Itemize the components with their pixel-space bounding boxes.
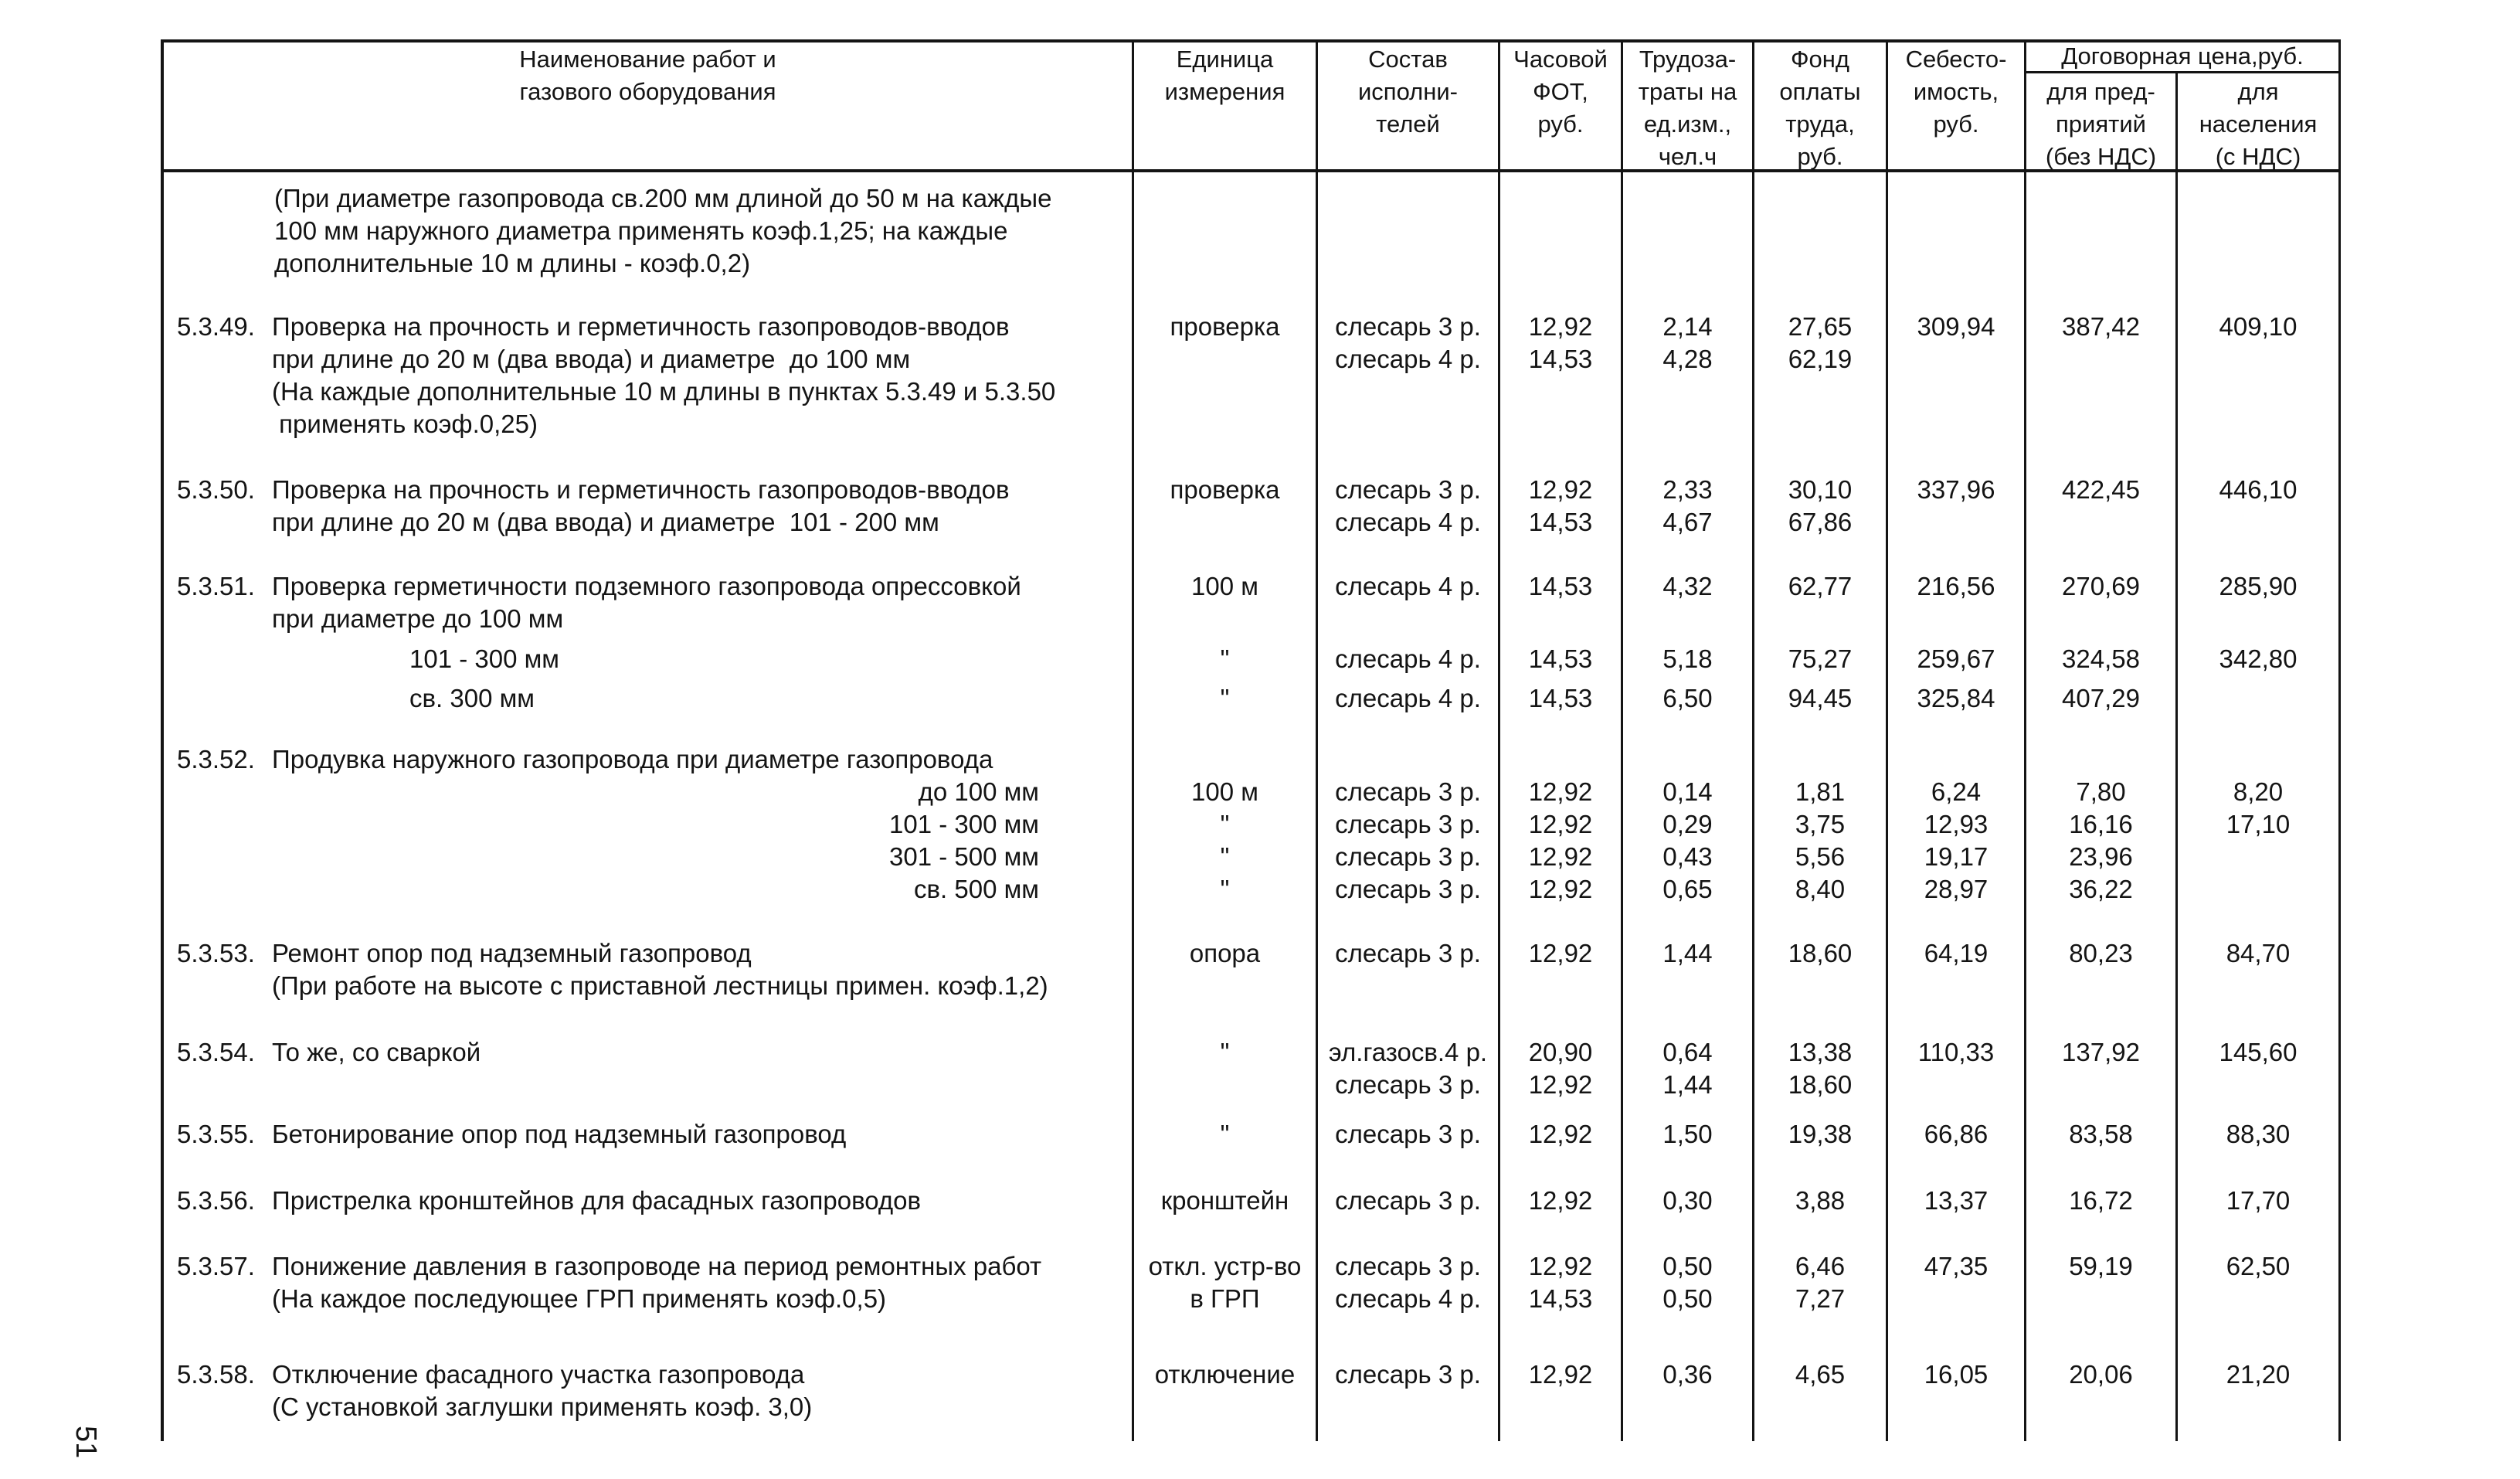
col-divider-population [2175,71,2178,1441]
col-divider-enterprise [2024,39,2026,1441]
row-cost: 259,67 [1917,644,1995,673]
row-cost: 66,86 [1924,1120,1988,1148]
row-staff: слесарь 4 р. [1335,684,1481,712]
table-top-border [161,39,2341,42]
row-unit: 100 м " " " [1191,777,1258,903]
row-rate: 14,53 [1528,684,1593,712]
row-code: 5.3.56. [177,1186,255,1215]
row-fund: 4,65 [1795,1360,1846,1389]
row-staff: слесарь 4 р. [1335,644,1481,673]
header-staff: Состав исполни- телей [1357,46,1458,138]
row-labor: 0,30 [1662,1186,1713,1215]
row-cost: 16,05 [1924,1360,1988,1389]
row-enterprise: 270,69 [2062,572,2140,600]
row-population: 8,20 17,10 [2226,777,2291,838]
table-row-name: Ремонт опор под надземный газопровод (При работе на высоте с приставной лестницы примен. коэф.1,2) [272,939,1048,1000]
row-labor: 1,50 [1662,1120,1713,1148]
row-code: 5.3.54. [177,1038,255,1066]
col-divider-fund [1752,39,1754,1441]
row-unit: проверка [1170,475,1280,504]
header-name: Наименование работ и газового оборудования [519,46,776,105]
row-cost: 325,84 [1917,684,1995,712]
header-cost: Себесто- имость, руб. [1905,46,2007,138]
header-labor: Трудоза- траты на ед.изм., чел.ч [1638,46,1737,170]
row-staff: слесарь 3 р. слесарь 4 р. [1335,1252,1481,1313]
row-cost: 47,35 [1924,1252,1988,1280]
row-labor: 1,44 [1662,939,1713,967]
row-labor: 0,64 1,44 [1662,1038,1713,1099]
row-fund: 62,77 [1788,572,1853,600]
row-staff: слесарь 3 р. [1335,1186,1481,1215]
row-staff: слесарь 3 р. слесарь 4 р. [1335,475,1481,536]
row-staff: слесарь 3 р. слесарь 4 р. [1335,312,1481,373]
row-unit: " [1220,684,1230,712]
row-rate: 12,92 14,53 [1528,312,1593,373]
row-enterprise: 83,58 [2069,1120,2133,1148]
row-population: 446,10 [2219,475,2298,504]
table-row-name: Отключение фасадного участка газопровода (С установкой заглушки применять коэф. 3,0) [272,1360,813,1421]
row-cost: 64,19 [1924,939,1988,967]
header-unit: Единица измерения [1164,46,1285,105]
row-staff: слесарь 3 р. [1335,1360,1481,1389]
row-population: 409,10 [2219,312,2298,341]
header-bottom-border [161,169,2341,172]
row-fund: 3,88 [1795,1186,1846,1215]
header-enterprise: для пред- приятий (без НДС) [2045,78,2157,170]
header-contract: Договорная цена,руб. [2061,42,2304,70]
row-cost: 309,94 [1917,312,1995,341]
row-enterprise: 7,80 16,16 23,96 36,22 [2069,777,2133,903]
row-rate: 12,92 14,53 [1528,1252,1593,1313]
table-row-name: То же, со сваркой [272,1038,481,1066]
row-labor: 2,14 4,28 [1662,312,1713,373]
col-divider-labor [1621,39,1623,1441]
header-rate: Часовой ФОТ, руб. [1513,46,1608,138]
table-row-name: Понижение давления в газопроводе на период ремонтных работ (На каждое последующее ГРП применять коэф.0,5) [272,1252,1042,1313]
table-row-name: Пристрелка кронштейнов для фасадных газопроводов [272,1186,922,1215]
row-unit: отключение [1154,1360,1296,1389]
row-rate: 20,90 12,92 [1528,1038,1593,1099]
row-enterprise: 422,45 [2062,475,2140,504]
row-fund: 6,46 7,27 [1795,1252,1846,1313]
row-enterprise: 59,19 [2069,1252,2133,1280]
row-population: 21,20 [2226,1360,2291,1389]
row-rate: 12,92 14,53 [1528,475,1593,536]
row-rate: 14,53 [1528,572,1593,600]
row-code: 5.3.49. [177,312,255,341]
row-cost: 13,37 [1924,1186,1988,1215]
row-labor: 0,50 0,50 [1662,1252,1713,1313]
table-row-name: 101 - 300 мм [409,644,559,673]
row-code: 5.3.55. [177,1120,255,1148]
row-population: 17,70 [2226,1186,2291,1215]
row-staff: слесарь 4 р. [1335,572,1481,600]
header-fund: Фонд оплаты труда, руб. [1779,46,1861,170]
header-population: для населения (с НДС) [2199,78,2318,170]
table-row-name: св. 300 мм [409,684,535,712]
row-unit: 100 м [1191,572,1258,600]
row-fund: 30,10 67,86 [1788,475,1853,536]
row-code: 5.3.53. [177,939,255,967]
row-labor: 0,36 [1662,1360,1713,1389]
row-population: 145,60 [2219,1038,2298,1066]
row-population: 342,80 [2219,644,2298,673]
row-unit: откл. устр-во в ГРП [1148,1252,1302,1313]
row-fund: 19,38 [1788,1120,1853,1148]
row-unit: кронштейн [1160,1186,1289,1215]
table-row-name: Бетонирование опор под надземный газопровод [272,1120,847,1148]
row-code: 5.3.51. [177,572,255,600]
row-labor: 4,32 [1662,572,1713,600]
table-row-name: Проверка на прочность и герметичность газопроводов-вводов при длине до 20 м (два ввода) и диаметре 101 - 200 мм [272,475,1010,536]
row-fund: 75,27 [1788,644,1853,673]
row-code: 5.3.58. [177,1360,255,1389]
row-enterprise: 20,06 [2069,1360,2133,1389]
row-code: 5.3.50. [177,475,255,504]
row-staff: слесарь 3 р. [1335,1120,1481,1148]
row-unit: " [1220,1038,1230,1066]
row-unit: " [1220,644,1230,673]
row-enterprise: 387,42 [2062,312,2140,341]
table-row-name: Проверка на прочность и герметичность газопроводов-вводов при длине до 20 м (два ввода) и диаметре до 100 мм (На каждые дополнительные 10 м длины в пунктах 5.3.49 и 5.3.50 применять коэф.0,25) [272,312,1056,438]
row-labor: 2,33 4,67 [1662,475,1713,536]
row-cost: 216,56 [1917,572,1995,600]
row-rate: 14,53 [1528,644,1593,673]
row-cost: 110,33 [1917,1038,1995,1066]
row-population: 62,50 [2226,1252,2291,1280]
table-right-border [2338,39,2341,1441]
row-rate: 12,92 12,92 12,92 12,92 [1528,777,1593,903]
col-divider-rate [1498,39,1500,1441]
table-left-border [161,39,164,1441]
col-divider-unit [1132,39,1134,1441]
row-enterprise: 80,23 [2069,939,2133,967]
row-unit: проверка [1170,312,1280,341]
row-unit: опора [1189,939,1261,967]
row-fund: 18,60 [1788,939,1853,967]
row-cost: 337,96 [1917,475,1995,504]
row-fund: 94,45 [1788,684,1853,712]
row-population: 88,30 [2226,1120,2291,1148]
row-labor: 6,50 [1662,684,1713,712]
row-code: 5.3.52. [177,745,255,774]
row-code: 5.3.57. [177,1252,255,1280]
row-staff: слесарь 3 р. слесарь 3 р. слесарь 3 р. слесарь 3 р. [1335,777,1481,903]
row-fund: 13,38 18,60 [1788,1038,1853,1099]
row-enterprise: 137,92 [2062,1038,2140,1066]
row-unit: " [1220,1120,1230,1148]
row-staff: слесарь 3 р. [1335,939,1481,967]
row-population: 285,90 [2219,572,2298,600]
row-cost: 6,24 12,93 19,17 28,97 [1924,777,1988,903]
row-staff: эл.газосв.4 р. слесарь 3 р. [1328,1038,1488,1099]
row-rate: 12,92 [1528,1360,1593,1389]
row-population: 84,70 [2226,939,2291,967]
table-row-name: (При диаметре газопровода св.200 мм длиной до 50 м на каждые 100 мм наружного диаметра применять коэф.1,25; на каждые дополнительные 10 м длины - коэф.0,2) [274,184,1052,277]
row-rate: 12,92 [1528,1186,1593,1215]
row-rate: 12,92 [1528,1120,1593,1148]
table-row-name: до 100 мм 101 - 300 мм 301 - 500 мм св. 500 мм [889,777,1039,903]
row-enterprise: 324,58 [2062,644,2140,673]
table-row-name: Проверка герметичности подземного газопровода опрессовкой при диаметре до 100 мм [272,572,1021,633]
row-fund: 27,65 62,19 [1788,312,1853,373]
row-labor: 0,14 0,29 0,43 0,65 [1662,777,1713,903]
table-row-name: Продувка наружного газопровода при диаметре газопровода [272,745,993,774]
col-divider-cost [1886,39,1888,1441]
col-divider-staff [1316,39,1318,1441]
row-enterprise: 407,29 [2062,684,2140,712]
row-rate: 12,92 [1528,939,1593,967]
row-enterprise: 16,72 [2069,1186,2133,1215]
row-labor: 5,18 [1662,644,1713,673]
row-fund: 1,81 3,75 5,56 8,40 [1795,777,1846,903]
page-number: 51 [70,1426,102,1459]
